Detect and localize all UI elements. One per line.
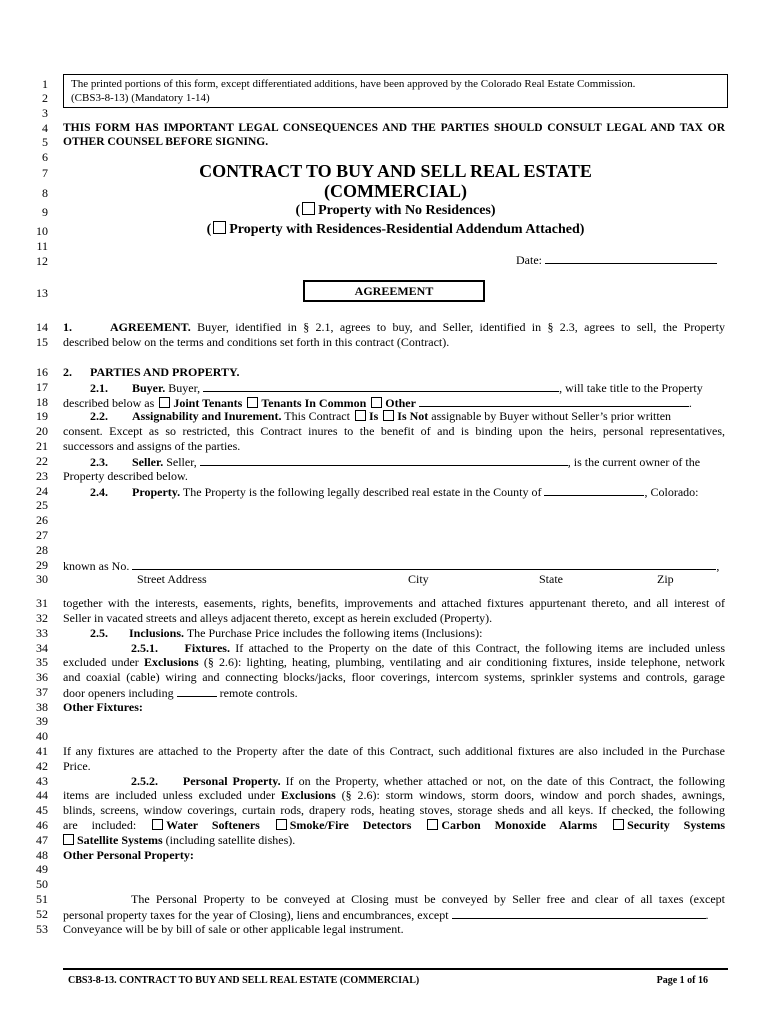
- state-caption: State: [539, 572, 563, 586]
- section-2-5-1-heading: Fixtures.: [184, 641, 230, 655]
- line-number: 5: [42, 135, 48, 149]
- additional-fixtures-line2: Price.: [63, 759, 91, 773]
- section-2-2-line2: consent. Except as so restricted, this Contract inures to the benefit of and is binding upon the heirs, personal representatives,: [63, 424, 725, 438]
- approval-notice-line1: The printed portions of this form, except differentiated additions, have been approved by the Colorado Real Estate Commission.: [71, 78, 636, 90]
- section-1-text: Buyer, identified in § 2.1, agrees to buy, and Seller, identified in § 2.3, agrees to sell, the Property: [197, 320, 726, 334]
- period: .: [688, 396, 692, 410]
- address-input[interactable]: [132, 558, 716, 570]
- line-number: 7: [42, 166, 48, 180]
- other-title-label: Other: [385, 396, 416, 410]
- property-description-line1: together with the interests, easements, rights, benefits, improvements and attached fixtures appurtenant thereto, and all interest of: [63, 596, 725, 610]
- text: (including satellite dishes).: [165, 833, 296, 847]
- approval-notice-line2: (CBS3-8-13) (Mandatory 1-14): [71, 92, 210, 104]
- tenants-in-common-label: Tenants In Common: [261, 396, 367, 410]
- section-1-number: 1.: [63, 320, 72, 334]
- line-number: 29: [36, 558, 48, 572]
- line-number: 37: [36, 685, 48, 699]
- section-2-number: 2.: [63, 365, 72, 379]
- line-number: 45: [36, 803, 48, 817]
- water-softeners-label: Water Softeners: [166, 818, 260, 832]
- section-2-1-number: 2.1.: [90, 381, 108, 395]
- no-residences-label: Property with No Residences): [318, 203, 496, 218]
- line-number: 8: [42, 186, 48, 200]
- period: .: [705, 908, 709, 922]
- satellite-systems-checkbox[interactable]: [63, 834, 74, 845]
- section-2-2-text-a: This Contract: [284, 409, 350, 423]
- security-systems-label: Security Systems: [627, 818, 725, 832]
- additional-fixtures-line1: If any fixtures are attached to the Property after the date of this Contract, such additional fixtures are also included in the Purchase: [63, 744, 725, 758]
- comma: ,: [716, 559, 720, 573]
- footer-rule: [63, 968, 728, 970]
- line-number: 44: [36, 788, 48, 802]
- section-2-title: PARTIES AND PROPERTY.: [90, 365, 240, 379]
- section-2-2-line1: [90, 409, 725, 423]
- line-number: 40: [36, 729, 48, 743]
- no-residences-checkbox[interactable]: [302, 202, 315, 215]
- section-2-3-heading: Seller.: [132, 455, 164, 469]
- fixtures-line3: and coaxial (cable) wiring and connecting blocks/jacks, floor coverings, intercom systems, sprinkler systems and controls, garage: [63, 670, 725, 684]
- buyer-label: Buyer,: [168, 381, 201, 395]
- line-number: 14: [36, 320, 48, 334]
- section-2-2-number: 2.2.: [90, 409, 108, 423]
- assignable-is-not-label: Is Not: [397, 409, 429, 423]
- section-2-2-heading: Assignability and Inurement.: [132, 409, 282, 423]
- seller-name-input[interactable]: [200, 454, 568, 466]
- section-2-5-heading: Inclusions.: [129, 626, 185, 640]
- open-paren: (: [206, 222, 212, 237]
- section-2-4-line1: [90, 484, 725, 499]
- other-fixtures-label: Other Fixtures:: [63, 700, 143, 714]
- line-number: 11: [36, 239, 48, 253]
- line-number: 32: [36, 611, 48, 625]
- section-2-5-text: The Purchase Price includes the following items (Inclusions):: [186, 626, 483, 640]
- line-number: 24: [36, 484, 48, 498]
- line-number: 27: [36, 528, 48, 542]
- line-number: 15: [36, 335, 48, 349]
- line-number: 31: [36, 596, 48, 610]
- buyer-name-input[interactable]: [203, 380, 559, 392]
- line-number: 41: [36, 744, 48, 758]
- line-number: 28: [36, 543, 48, 557]
- city-caption: City: [408, 572, 429, 586]
- line-number: 33: [36, 626, 48, 640]
- water-softeners-checkbox[interactable]: [152, 819, 163, 830]
- section-2-2-text-b: assignable by Buyer without Seller’s prior written: [431, 409, 672, 423]
- known-as-label: known as No.: [63, 559, 130, 573]
- conveyance-line3: Conveyance will be by bill of sale or other applicable legal instrument.: [63, 922, 404, 936]
- line-number: 16: [36, 365, 48, 379]
- section-2-heading: [63, 365, 725, 379]
- smoke-detectors-checkbox[interactable]: [276, 819, 287, 830]
- joint-tenants-label: Joint Tenants: [173, 396, 243, 410]
- section-2-3-line2: Property described below.: [63, 469, 188, 483]
- seller-label: Seller,: [166, 455, 197, 469]
- line-number: 50: [36, 877, 48, 891]
- fixtures-line4: [63, 685, 725, 700]
- property-type-option-1: [63, 202, 728, 219]
- remote-controls-count-input[interactable]: [177, 685, 217, 697]
- date-input[interactable]: [545, 252, 717, 264]
- section-1-heading: AGREEMENT.: [109, 320, 191, 334]
- line-number: 46: [36, 818, 48, 832]
- section-2-5-2-text: If on the Property, whether attached or not, on the date of this Contract, the following: [285, 774, 726, 788]
- line-number: 52: [36, 907, 48, 921]
- line-number: 49: [36, 862, 48, 876]
- text: personal property taxes for the year of Closing), liens and encumbrances, except: [63, 908, 449, 922]
- date-field: [516, 252, 717, 267]
- section-2-2-line3: successors and assigns of the parties.: [63, 439, 241, 453]
- text: items are included unless excluded under: [63, 788, 276, 802]
- section-2-5-2-heading: Personal Property.: [182, 774, 281, 788]
- line-number: 23: [36, 469, 48, 483]
- line-number: 20: [36, 424, 48, 438]
- exclusions-ref: Exclusions: [281, 788, 336, 802]
- line-number: 38: [36, 700, 48, 714]
- line-number: 26: [36, 513, 48, 527]
- line-number: 21: [36, 439, 48, 453]
- line-number: 39: [36, 714, 48, 728]
- legal-warning-line2: OTHER COUNSEL BEFORE SIGNING.: [63, 136, 269, 148]
- text: remote controls.: [219, 686, 298, 700]
- co-alarms-label: Carbon Monoxide Alarms: [441, 818, 598, 832]
- text: door openers including: [63, 686, 174, 700]
- assignable-is-label: Is: [368, 409, 379, 423]
- date-label: Date:: [516, 253, 542, 267]
- assignable-is-checkbox[interactable]: [355, 410, 366, 421]
- satellite-systems-label: Satellite Systems: [77, 833, 163, 847]
- personal-property-line4: [63, 818, 725, 832]
- line-number: 1: [42, 77, 48, 91]
- other-title-checkbox[interactable]: [371, 397, 382, 408]
- section-1-line1: [63, 320, 725, 334]
- section-2-5-1-line1: [131, 641, 725, 655]
- section-2-1-heading: Buyer.: [132, 381, 166, 395]
- street-address-caption: Street Address: [137, 572, 207, 586]
- line-number: 2: [42, 91, 48, 105]
- line-number: 22: [36, 454, 48, 468]
- fixtures-line2: [63, 655, 725, 669]
- other-title-input[interactable]: [419, 395, 689, 407]
- line-number: 48: [36, 848, 48, 862]
- text: (§ 2.6): storm windows, storm doors, window and porch shades, awnings,: [341, 788, 725, 802]
- section-2-5-1-number: 2.5.1.: [131, 641, 158, 655]
- footer-page-number: Page 1 of 16: [656, 975, 708, 986]
- property-description-line2: Seller in vacated streets and alleys adjacent thereto, except as herein excluded (Property).: [63, 611, 493, 625]
- text: excluded under: [63, 655, 139, 669]
- text: (§ 2.6): lighting, heating, plumbing, ventilating and air conditioning fixtures, inside telephone, network: [203, 655, 726, 669]
- line-number: 47: [36, 833, 48, 847]
- section-2-5-2-line1: [131, 774, 725, 788]
- property-type-option-2: [63, 221, 728, 238]
- tenants-in-common-checkbox[interactable]: [247, 397, 258, 408]
- section-2-1-line1: [90, 380, 725, 395]
- footer-form-id: CBS3-8-13. CONTRACT TO BUY AND SELL REAL ESTATE (COMMERCIAL): [68, 975, 420, 986]
- section-2-4-text: The Property is the following legally described real estate in the County of: [182, 485, 542, 499]
- other-personal-property-label: Other Personal Property:: [63, 848, 194, 862]
- known-as-line: [63, 558, 725, 573]
- smoke-detectors-label: Smoke/Fire Detectors: [289, 818, 412, 832]
- security-systems-checkbox[interactable]: [613, 819, 624, 830]
- section-2-3-line1: [90, 454, 725, 469]
- section-2-5-1-text: If attached to the Property on the date of this Contract, the following items are included unless: [235, 641, 725, 655]
- line-number: 35: [36, 655, 48, 669]
- section-1-line2: described below on the terms and conditions set forth in this contract (Contract).: [63, 335, 450, 349]
- joint-tenants-checkbox[interactable]: [159, 397, 170, 408]
- section-2-3-number: 2.3.: [90, 455, 108, 469]
- conveyance-line1: The Personal Property to be conveyed at Closing must be conveyed by Seller free and clear of all taxes (except: [131, 892, 725, 906]
- title-method-label: described below as: [63, 396, 155, 410]
- assignable-is-not-checkbox[interactable]: [383, 410, 394, 421]
- line-number: 9: [42, 205, 48, 219]
- text: are included:: [63, 818, 137, 832]
- section-2-5-number: 2.5.: [90, 626, 108, 640]
- colorado-label: , Colorado:: [644, 485, 699, 499]
- section-2-1-line2: [63, 395, 725, 410]
- line-number: 19: [36, 409, 48, 423]
- with-residences-checkbox[interactable]: [213, 221, 226, 234]
- section-2-3-text: , is the current owner of the: [567, 455, 701, 469]
- section-2-4-number: 2.4.: [90, 485, 108, 499]
- line-number: 25: [36, 498, 48, 512]
- open-paren: (: [295, 203, 301, 218]
- line-number: 36: [36, 670, 48, 684]
- zip-caption: Zip: [657, 572, 674, 586]
- personal-property-line2: [63, 788, 725, 802]
- line-number: 53: [36, 922, 48, 936]
- line-number: 13: [36, 286, 48, 300]
- line-number: 34: [36, 641, 48, 655]
- line-number: 42: [36, 759, 48, 773]
- legal-warning-line1: THIS FORM HAS IMPORTANT LEGAL CONSEQUENCES AND THE PARTIES SHOULD CONSULT LEGAL AND TAX OR: [63, 122, 725, 134]
- line-number: 30: [36, 572, 48, 586]
- contract-title: CONTRACT TO BUY AND SELL REAL ESTATE: [199, 161, 592, 181]
- encumbrances-exception-input[interactable]: [452, 907, 706, 919]
- line-number: 4: [42, 121, 48, 135]
- line-number: 51: [36, 892, 48, 906]
- with-residences-label: Property with Residences-Residential Addendum Attached): [229, 222, 585, 237]
- contract-subtitle: (COMMERCIAL): [324, 181, 467, 201]
- personal-property-line3: blinds, screens, window coverings, curtain rods, drapery rods, heating stoves, storage sheds and all keys. If checked, the following: [63, 803, 725, 817]
- line-number: 3: [42, 106, 48, 120]
- section-2-1-text: , will take title to the Property: [559, 381, 703, 395]
- line-number: 12: [36, 254, 48, 268]
- line-number: 6: [42, 150, 48, 164]
- line-number: 43: [36, 774, 48, 788]
- section-2-4-heading: Property.: [132, 485, 181, 499]
- personal-property-line5: [63, 833, 725, 847]
- section-2-5-2-number: 2.5.2.: [131, 774, 158, 788]
- section-2-5-line1: [90, 626, 725, 640]
- agreement-heading: AGREEMENT: [303, 280, 485, 302]
- conveyance-line2: [63, 907, 725, 922]
- line-number: 18: [36, 395, 48, 409]
- line-number: 10: [36, 224, 48, 238]
- co-alarms-checkbox[interactable]: [427, 819, 438, 830]
- line-number: 17: [36, 380, 48, 394]
- county-input[interactable]: [544, 484, 644, 496]
- exclusions-ref: Exclusions: [143, 655, 199, 669]
